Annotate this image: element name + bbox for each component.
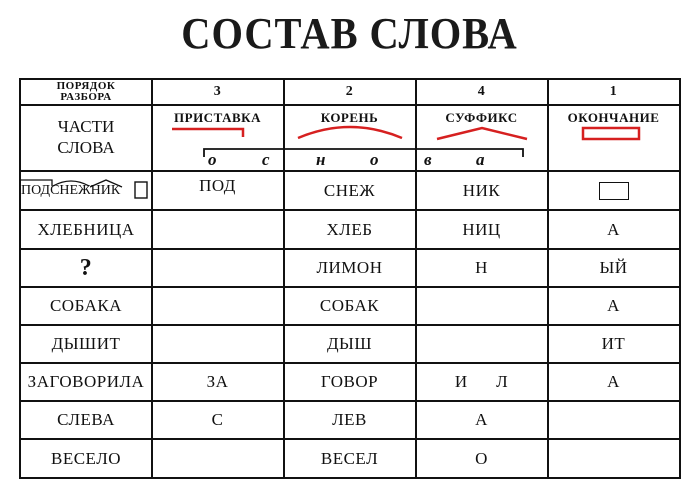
suffix-cell xyxy=(416,326,547,362)
suffix-cell xyxy=(416,288,547,324)
parts-label-line1: ЧАСТИ xyxy=(57,117,115,136)
suffix-cell: НИЦ xyxy=(462,219,501,239)
osnova-letter: о xyxy=(208,150,217,169)
sample-word-prefix: ПОД xyxy=(21,182,51,198)
root-cell: ВЕСЕЛ xyxy=(320,448,379,468)
root-cell: СОБАК xyxy=(319,296,380,315)
order-number: 4 xyxy=(477,84,486,99)
word-cell: ХЛЕБНИЦА xyxy=(37,219,135,239)
ending-empty-box-icon xyxy=(599,182,629,200)
parts-label-line2: СЛОВА xyxy=(57,138,115,157)
page-title: СОСТАВ СЛОВА xyxy=(181,9,518,58)
column-header-prefix: ПРИСТАВКА xyxy=(174,110,261,125)
root-cell: ЛИМОН xyxy=(316,258,383,277)
ending-box-icon xyxy=(583,128,639,139)
prefix-mark-icon xyxy=(172,129,243,137)
ending-cell xyxy=(548,172,679,209)
word-cell: ДЫШИТ xyxy=(51,334,121,353)
prefix-cell xyxy=(152,326,283,362)
prefix-cell: ЗА xyxy=(206,372,229,391)
osnova-letter: а xyxy=(476,150,485,169)
sample-word-root: СНЕЖ xyxy=(50,182,91,198)
ending-cell xyxy=(548,440,679,477)
sample-ending-box-icon xyxy=(135,182,147,198)
order-number: 2 xyxy=(345,84,354,99)
prefix-cell xyxy=(152,288,283,324)
suffix-cell: О xyxy=(475,448,488,468)
ending-cell: А xyxy=(607,296,620,315)
root-cell: СНЕЖ xyxy=(323,180,376,200)
ending-cell: А xyxy=(607,219,620,239)
prefix-cell: ПОД xyxy=(199,176,236,195)
root-arc-icon xyxy=(298,127,402,138)
suffix-cell: А xyxy=(475,410,488,429)
root-cell: ХЛЕБ xyxy=(326,219,373,239)
ending-cell xyxy=(548,402,679,438)
osnova-letter: о xyxy=(370,150,379,169)
word-cell: СОБАКА xyxy=(49,296,123,315)
order-number: 3 xyxy=(213,84,222,99)
word-cell: СЛЕВА xyxy=(57,410,115,429)
root-cell: ГОВОР xyxy=(320,372,379,391)
prefix-cell: С xyxy=(211,410,224,429)
word-cell: ВЕСЕЛО xyxy=(50,448,122,468)
prefix-cell xyxy=(152,250,283,286)
prefix-cell xyxy=(152,211,283,248)
osnova-letter: н xyxy=(316,150,326,169)
suffix-cell: Н xyxy=(475,258,488,277)
order-number: 1 xyxy=(609,84,618,99)
ending-cell: А xyxy=(607,372,620,391)
suffix-cell: НИК xyxy=(462,180,501,200)
root-cell: ДЫШ xyxy=(326,334,373,353)
prefix-cell xyxy=(152,440,283,477)
sample-word-suffix: НИК xyxy=(90,182,121,198)
ending-cell: ЫЙ xyxy=(599,258,628,277)
word-cell: ? xyxy=(79,254,93,281)
column-header-ending: ОКОНЧАНИЕ xyxy=(567,110,660,125)
osnova-letter: в xyxy=(424,150,432,169)
order-label-line1: ПОРЯДОК xyxy=(56,80,116,92)
root-cell: ЛЕВ xyxy=(332,410,367,429)
column-header-suffix: СУФФИКС xyxy=(445,110,518,125)
suffix-caret-icon xyxy=(437,128,527,139)
word-cell: ЗАГОВОРИЛА xyxy=(27,372,145,391)
osnova-letter: с xyxy=(262,150,270,169)
ending-cell: ИТ xyxy=(601,334,626,353)
word-cell xyxy=(21,172,133,209)
suffix-cell: И Л xyxy=(454,372,509,391)
column-header-root: КОРЕНЬ xyxy=(320,110,379,125)
order-label-line2: РАЗБОРА xyxy=(60,91,112,103)
